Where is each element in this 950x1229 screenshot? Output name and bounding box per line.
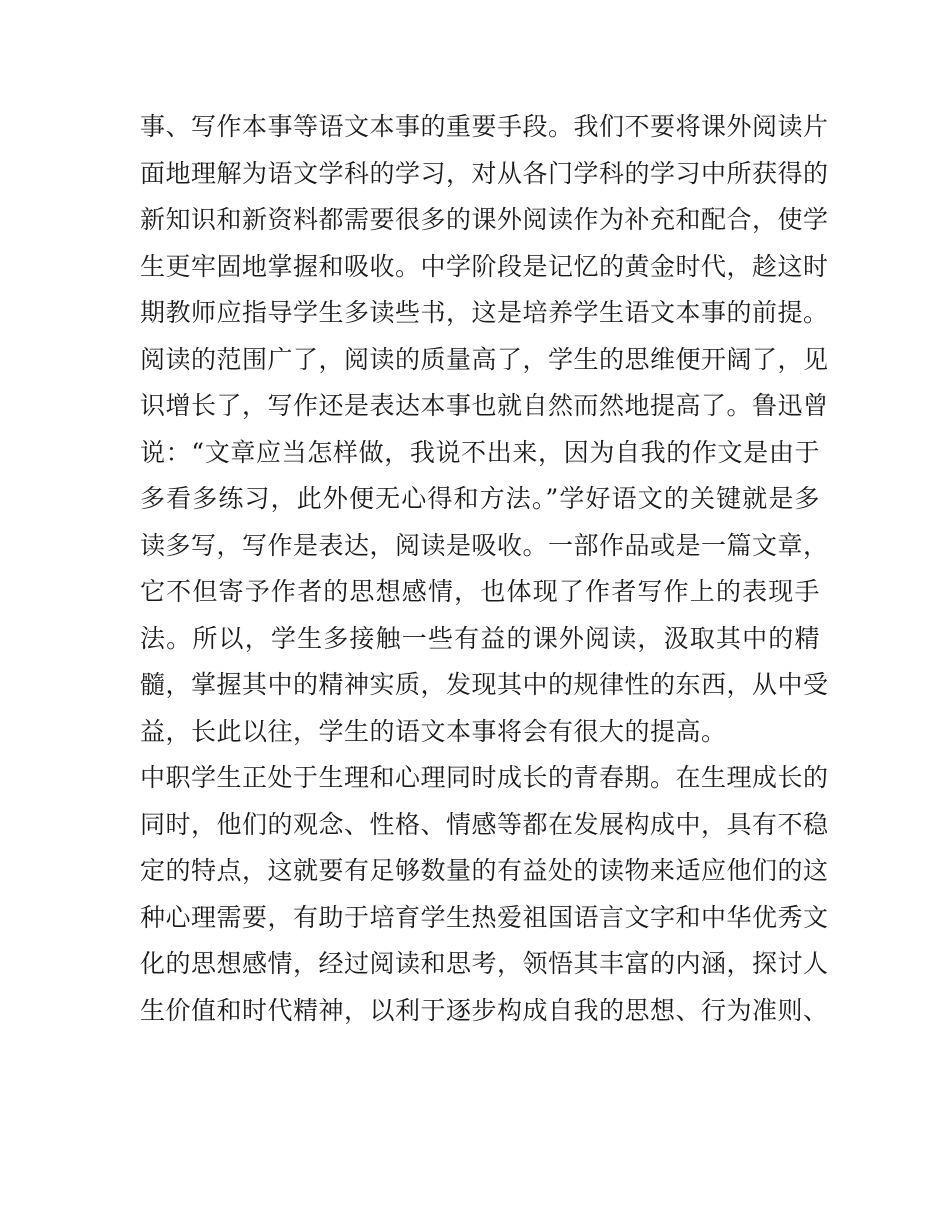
text-line: 识增长了，写作还是表达本事也就自然而然地提高了。鲁迅曾 [140,391,829,420]
text-line: 益，长此以往，学生的语文本事将会有很大的提高。 [140,716,727,746]
text-line: 法。所以，学生多接触一些有益的课外阅读，汲取其中的精 [140,623,820,653]
text-line: 种心理需要，有助于培育学生热爱祖国语言文字和中华优秀文 [140,902,829,932]
text-line: 髓，掌握其中的精神实质，发现其中的规律性的东西，从中受 [140,670,829,699]
text-line: 同时，他们的观念、性格、情感等都在发展构成中，具有不稳 [140,809,829,839]
text-line: 说：“文章应当怎样做，我说不出来，因为自我的作文是由于 [140,437,820,467]
text-line: 多看多练习，此外便无心得和方法。”学好语文的关键就是多 [140,484,820,513]
text-line: 中职学生正处于生理和心理同时成长的青春期。在生理成长的 [140,763,829,792]
text-line: 面地理解为语文学科的学习，对从各门学科的学习中所获得的 [140,158,829,188]
text-line: 它不但寄予作者的思想感情，也体现了作者写作上的表现手 [140,577,820,606]
text-line: 化的思想感情，经过阅读和思考，领悟其丰富的内涵，探讨人 [140,949,829,978]
text-line: 读多写，写作是表达，阅读是吸收。一部作品或是一篇文章， [140,530,829,560]
text-line: 事、写作本事等语文本事的重要手段。我们不要将课外阅读片 [140,112,829,141]
body-text [140,104,829,1034]
text-line: 新知识和新资料都需要很多的课外阅读作为补充和配合，使学 [140,205,829,234]
text-line: 生更牢固地掌握和吸收。中学阶段是记忆的黄金时代，趁这时 [140,251,829,281]
text-line: 期教师应指导学生多读些书，这是培养学生语文本事的前提。 [140,298,829,327]
text-line: 生价值和时代精神，以利于逐步构成自我的思想、行为准则、 [140,995,829,1025]
text-line: 定的特点，这就要有足够数量的有益处的读物来适应他们的这 [140,856,829,885]
text-line: 阅读的范围广了，阅读的质量高了，学生的思维便开阔了，见 [140,344,829,374]
